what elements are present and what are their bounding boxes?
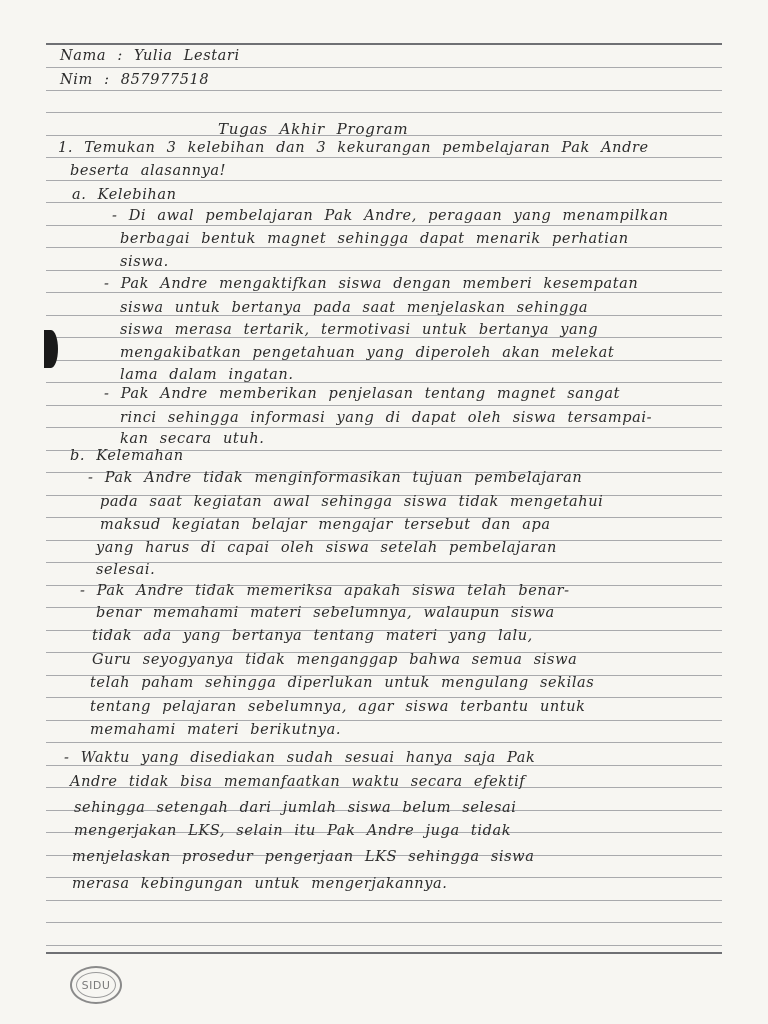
rule-line <box>46 900 722 901</box>
rule-line <box>46 112 722 113</box>
stamp-text: SIDU <box>76 972 116 998</box>
text-line: Guru seyogyanya tidak menganggap bahwa semua siswa <box>92 652 578 668</box>
rule-line <box>46 742 722 743</box>
text-line: beserta alasannya! <box>70 163 227 179</box>
text-line: selesai. <box>96 562 156 578</box>
text-line: - Pak Andre tidak menginformasikan tujuan pembelajaran <box>88 470 583 486</box>
rule-line <box>46 922 722 923</box>
rule-line <box>46 157 722 158</box>
text-line: mengerjakan LKS, selain itu Pak Andre juga tidak <box>74 823 512 839</box>
rule-line <box>46 697 722 698</box>
text-line: menjelaskan prosedur pengerjaan LKS sehingga siswa <box>72 849 535 865</box>
student-name: Nama : Yulia Lestari <box>60 48 240 64</box>
text-line: - Di awal pembelajaran Pak Andre, peragaan yang menampilkan <box>112 208 669 224</box>
rule-line <box>46 405 722 406</box>
rule-line <box>46 720 722 721</box>
rule-line <box>46 180 722 181</box>
text-line: a. Kelebihan <box>72 187 177 203</box>
rule-line <box>46 67 722 68</box>
text-line: merasa kebingungan untuk mengerjakannya. <box>72 876 448 892</box>
text-line: - Pak Andre mengaktifkan siswa dengan memberi kesempatan <box>104 276 639 292</box>
text-line: tentang pelajaran sebelumnya, agar siswa terbantu untuk <box>90 699 586 715</box>
text-line: - Pak Andre tidak memeriksa apakah siswa telah benar- <box>80 583 570 599</box>
rule-line <box>46 247 722 248</box>
rule-line <box>46 225 722 226</box>
text-line: 1. Temukan 3 kelebihan dan 3 kekurangan pembelajaran Pak Andre <box>58 140 649 156</box>
bottom-border <box>46 952 722 954</box>
rule-line <box>46 292 722 293</box>
rule-line <box>46 270 722 271</box>
rule-line <box>46 90 722 91</box>
text-line: mengakibatkan pengetahuan yang diperoleh akan melekat <box>120 345 615 361</box>
text-line: sehingga setengah dari jumlah siswa belum selesai <box>74 800 517 816</box>
text-line: Andre tidak bisa memanfaatkan waktu secara efektif <box>70 774 526 790</box>
page-title: Tugas Akhir Program <box>218 120 409 138</box>
rule-line <box>46 945 722 946</box>
text-line: rinci sehingga informasi yang di dapat oleh siswa tersampai- <box>120 410 653 426</box>
text-line: siswa merasa tertarik, termotivasi untuk bertanya yang <box>120 322 599 338</box>
text-line: maksud kegiatan belajar mengajar tersebut dan apa <box>100 517 551 533</box>
rule-line <box>46 427 722 428</box>
text-line: siswa. <box>120 254 169 270</box>
text-line: - Pak Andre memberikan penjelasan tentang magnet sangat <box>104 386 621 402</box>
text-line: kan secara utuh. <box>120 431 265 447</box>
text-line: telah paham sehingga diperlukan untuk mengulang sekilas <box>90 675 595 691</box>
text-line: lama dalam ingatan. <box>120 367 294 383</box>
text-line: yang harus di capai oleh siswa setelah pembelajaran <box>96 540 557 556</box>
top-border <box>46 43 722 45</box>
text-line: tidak ada yang bertanya tentang materi yang lalu, <box>92 628 533 644</box>
text-line: memahami materi berikutnya. <box>90 722 342 738</box>
binding-hole <box>44 330 58 368</box>
text-line: benar memahami materi sebelumnya, walaupun siswa <box>96 605 555 621</box>
student-nim: Nim : 857977518 <box>60 72 210 88</box>
text-line: berbagai bentuk magnet sehingga dapat menarik perhatian <box>120 231 629 247</box>
text-line: - Waktu yang disediakan sudah sesuai hanya saja Pak <box>64 750 536 766</box>
sidu-stamp-logo <box>70 966 122 1004</box>
text-line: pada saat kegiatan awal sehingga siswa tidak mengetahui <box>100 494 604 510</box>
text-line: siswa untuk bertanya pada saat menjelaskan sehingga <box>120 300 589 316</box>
text-line: b. Kelemahan <box>70 448 184 464</box>
